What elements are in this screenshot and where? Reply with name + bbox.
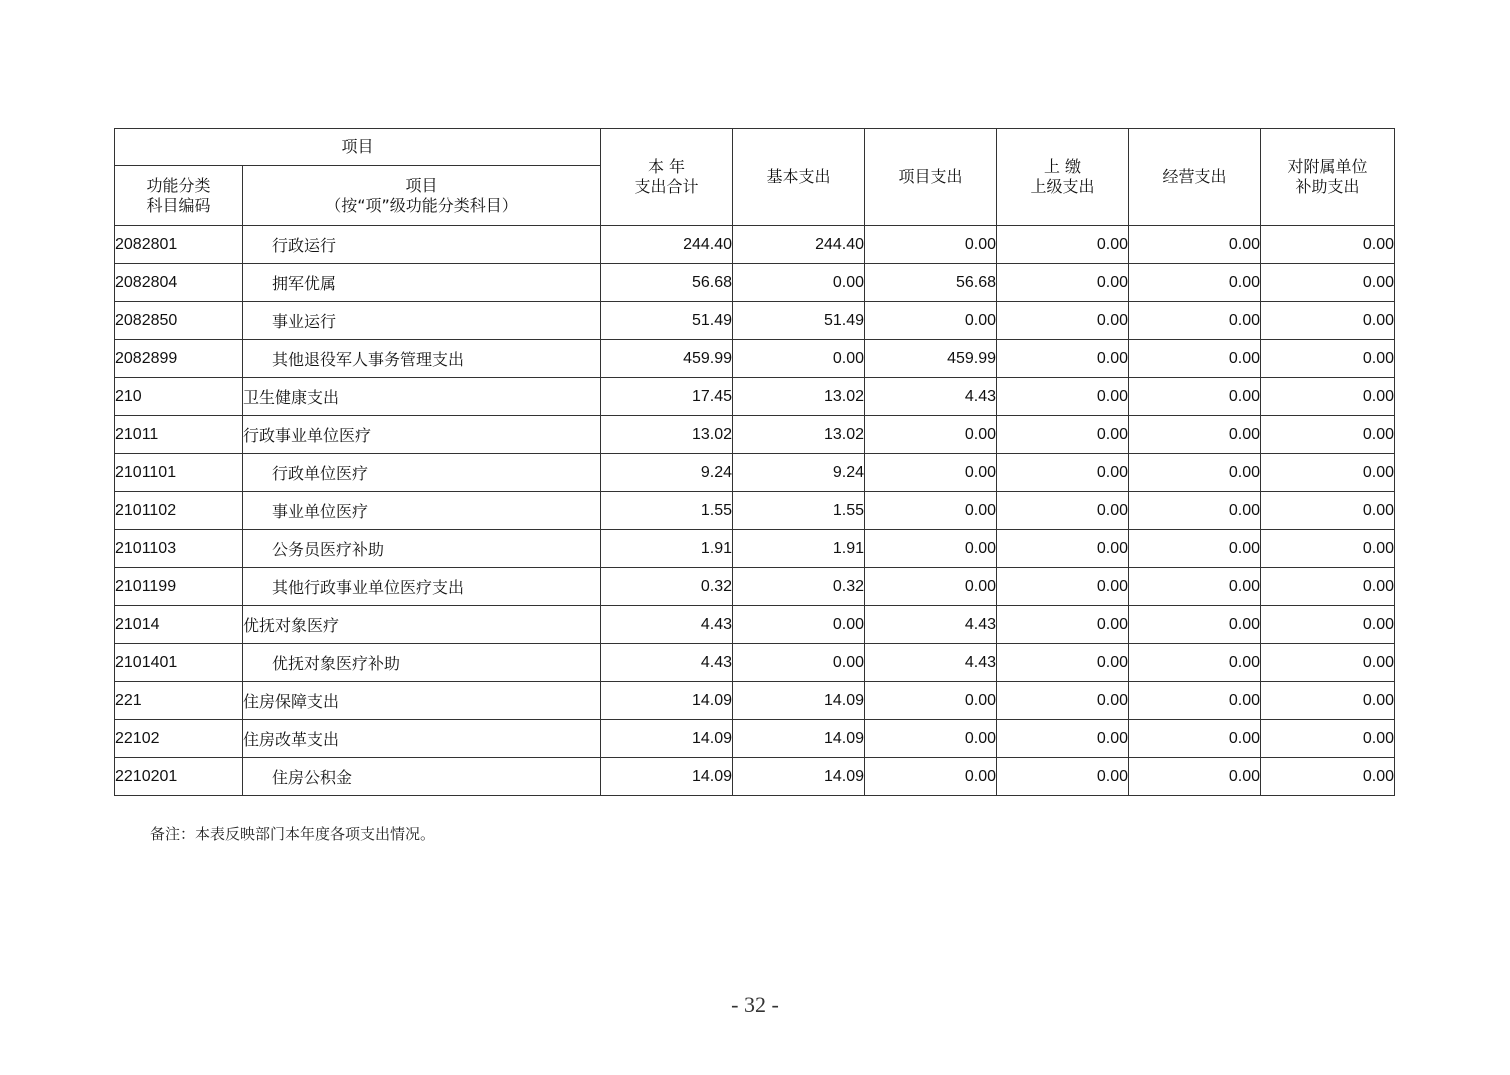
- cell-project: 4.43: [865, 606, 997, 644]
- cell-basic: 13.02: [733, 378, 865, 416]
- cell-business: 0.00: [1129, 378, 1261, 416]
- header-item-group: 项目: [115, 129, 601, 166]
- cell-project: 0.00: [865, 720, 997, 758]
- cell-business: 0.00: [1129, 606, 1261, 644]
- header-basic: 基本支出: [733, 129, 865, 226]
- cell-project: 0.00: [865, 530, 997, 568]
- table-row: [115, 758, 1395, 796]
- cell-upper: 0.00: [997, 682, 1129, 720]
- table-row: [115, 454, 1395, 492]
- cell-name: 其他退役军人事务管理支出: [243, 340, 601, 378]
- table-row: [115, 492, 1395, 530]
- table-row: [115, 606, 1395, 644]
- cell-project: 4.43: [865, 644, 997, 682]
- cell-upper: 0.00: [997, 568, 1129, 606]
- table-row: [115, 378, 1395, 416]
- cell-basic: 9.24: [733, 454, 865, 492]
- cell-upper: 0.00: [997, 644, 1129, 682]
- cell-business: 0.00: [1129, 758, 1261, 796]
- cell-basic: 1.55: [733, 492, 865, 530]
- cell-project: 4.43: [865, 378, 997, 416]
- cell-code: 22102: [115, 720, 243, 758]
- cell-basic: 14.09: [733, 720, 865, 758]
- table-row: [115, 644, 1395, 682]
- cell-subsidiary: 0.00: [1261, 758, 1395, 796]
- cell-basic: 0.32: [733, 568, 865, 606]
- cell-total: 13.02: [601, 416, 733, 454]
- cell-code: 21014: [115, 606, 243, 644]
- cell-business: 0.00: [1129, 226, 1261, 264]
- cell-business: 0.00: [1129, 530, 1261, 568]
- table-row: [115, 264, 1395, 302]
- cell-project: 0.00: [865, 568, 997, 606]
- table-row: [115, 416, 1395, 454]
- cell-code: 2210201: [115, 758, 243, 796]
- expenditure-table-container: [114, 128, 1395, 796]
- cell-business: 0.00: [1129, 264, 1261, 302]
- cell-code: 2082899: [115, 340, 243, 378]
- cell-name: 其他行政事业单位医疗支出: [243, 568, 601, 606]
- cell-basic: 0.00: [733, 264, 865, 302]
- cell-subsidiary: 0.00: [1261, 492, 1395, 530]
- header-subsidiary: 对附属单位 补助支出: [1261, 129, 1395, 226]
- cell-total: 459.99: [601, 340, 733, 378]
- cell-code: 21011: [115, 416, 243, 454]
- cell-subsidiary: 0.00: [1261, 644, 1395, 682]
- header-project: 项目支出: [865, 129, 997, 226]
- cell-business: 0.00: [1129, 568, 1261, 606]
- cell-upper: 0.00: [997, 758, 1129, 796]
- cell-subsidiary: 0.00: [1261, 530, 1395, 568]
- cell-name: 住房改革支出: [243, 720, 601, 758]
- cell-total: 14.09: [601, 682, 733, 720]
- table-row: [115, 720, 1395, 758]
- cell-basic: 13.02: [733, 416, 865, 454]
- cell-upper: 0.00: [997, 378, 1129, 416]
- cell-business: 0.00: [1129, 302, 1261, 340]
- cell-project: 0.00: [865, 416, 997, 454]
- cell-name: 事业单位医疗: [243, 492, 601, 530]
- cell-code: 2101103: [115, 530, 243, 568]
- cell-upper: 0.00: [997, 530, 1129, 568]
- cell-subsidiary: 0.00: [1261, 568, 1395, 606]
- cell-project: 0.00: [865, 758, 997, 796]
- cell-subsidiary: 0.00: [1261, 340, 1395, 378]
- cell-total: 1.55: [601, 492, 733, 530]
- table-body: [115, 226, 1395, 796]
- cell-upper: 0.00: [997, 454, 1129, 492]
- cell-name: 住房公积金: [243, 758, 601, 796]
- cell-total: 14.09: [601, 758, 733, 796]
- cell-code: 2101102: [115, 492, 243, 530]
- header-name: 项目 （按“项”级功能分类科目）: [243, 166, 601, 226]
- cell-subsidiary: 0.00: [1261, 378, 1395, 416]
- cell-code: 2101101: [115, 454, 243, 492]
- cell-name: 行政运行: [243, 226, 601, 264]
- cell-basic: 0.00: [733, 340, 865, 378]
- header-total: 本 年 支出合计: [601, 129, 733, 226]
- cell-total: 17.45: [601, 378, 733, 416]
- cell-name: 拥军优属: [243, 264, 601, 302]
- expenditure-table: [114, 128, 1395, 796]
- cell-code: 2101199: [115, 568, 243, 606]
- cell-name: 优抚对象医疗补助: [243, 644, 601, 682]
- cell-total: 9.24: [601, 454, 733, 492]
- cell-name: 行政单位医疗: [243, 454, 601, 492]
- cell-code: 2082801: [115, 226, 243, 264]
- cell-name: 公务员医疗补助: [243, 530, 601, 568]
- cell-upper: 0.00: [997, 226, 1129, 264]
- cell-subsidiary: 0.00: [1261, 416, 1395, 454]
- cell-project: 0.00: [865, 226, 997, 264]
- cell-project: 56.68: [865, 264, 997, 302]
- table-row: [115, 568, 1395, 606]
- cell-basic: 51.49: [733, 302, 865, 340]
- cell-upper: 0.00: [997, 720, 1129, 758]
- cell-basic: 14.09: [733, 682, 865, 720]
- table-row: [115, 682, 1395, 720]
- cell-name: 住房保障支出: [243, 682, 601, 720]
- cell-name: 卫生健康支出: [243, 378, 601, 416]
- cell-total: 0.32: [601, 568, 733, 606]
- cell-project: 459.99: [865, 340, 997, 378]
- cell-code: 2101401: [115, 644, 243, 682]
- cell-total: 51.49: [601, 302, 733, 340]
- cell-subsidiary: 0.00: [1261, 302, 1395, 340]
- cell-total: 56.68: [601, 264, 733, 302]
- cell-business: 0.00: [1129, 340, 1261, 378]
- cell-subsidiary: 0.00: [1261, 682, 1395, 720]
- cell-basic: 244.40: [733, 226, 865, 264]
- cell-subsidiary: 0.00: [1261, 720, 1395, 758]
- cell-upper: 0.00: [997, 302, 1129, 340]
- cell-code: 2082804: [115, 264, 243, 302]
- header-business: 经营支出: [1129, 129, 1261, 226]
- cell-total: 244.40: [601, 226, 733, 264]
- header-upper: 上 缴 上级支出: [997, 129, 1129, 226]
- cell-project: 0.00: [865, 454, 997, 492]
- table-row: [115, 302, 1395, 340]
- header-code: 功能分类 科目编码: [115, 166, 243, 226]
- cell-upper: 0.00: [997, 264, 1129, 302]
- cell-business: 0.00: [1129, 416, 1261, 454]
- cell-subsidiary: 0.00: [1261, 226, 1395, 264]
- cell-subsidiary: 0.00: [1261, 606, 1395, 644]
- cell-name: 事业运行: [243, 302, 601, 340]
- cell-project: 0.00: [865, 682, 997, 720]
- cell-business: 0.00: [1129, 492, 1261, 530]
- cell-upper: 0.00: [997, 492, 1129, 530]
- cell-business: 0.00: [1129, 682, 1261, 720]
- cell-total: 14.09: [601, 720, 733, 758]
- cell-subsidiary: 0.00: [1261, 454, 1395, 492]
- cell-upper: 0.00: [997, 340, 1129, 378]
- cell-code: 210: [115, 378, 243, 416]
- cell-basic: 0.00: [733, 606, 865, 644]
- cell-code: 2082850: [115, 302, 243, 340]
- cell-total: 4.43: [601, 606, 733, 644]
- cell-project: 0.00: [865, 302, 997, 340]
- cell-basic: 14.09: [733, 758, 865, 796]
- cell-code: 221: [115, 682, 243, 720]
- cell-total: 4.43: [601, 644, 733, 682]
- cell-basic: 0.00: [733, 644, 865, 682]
- cell-business: 0.00: [1129, 720, 1261, 758]
- cell-name: 优抚对象医疗: [243, 606, 601, 644]
- cell-name: 行政事业单位医疗: [243, 416, 601, 454]
- table-row: [115, 226, 1395, 264]
- table-row: [115, 530, 1395, 568]
- cell-subsidiary: 0.00: [1261, 264, 1395, 302]
- cell-business: 0.00: [1129, 644, 1261, 682]
- cell-basic: 1.91: [733, 530, 865, 568]
- page-number: - 32 -: [731, 992, 779, 1017]
- table-row: [115, 340, 1395, 378]
- cell-project: 0.00: [865, 492, 997, 530]
- cell-upper: 0.00: [997, 416, 1129, 454]
- cell-total: 1.91: [601, 530, 733, 568]
- table-note: 备注：本表反映部门本年度各项支出情况。: [150, 825, 436, 843]
- cell-business: 0.00: [1129, 454, 1261, 492]
- cell-upper: 0.00: [997, 606, 1129, 644]
